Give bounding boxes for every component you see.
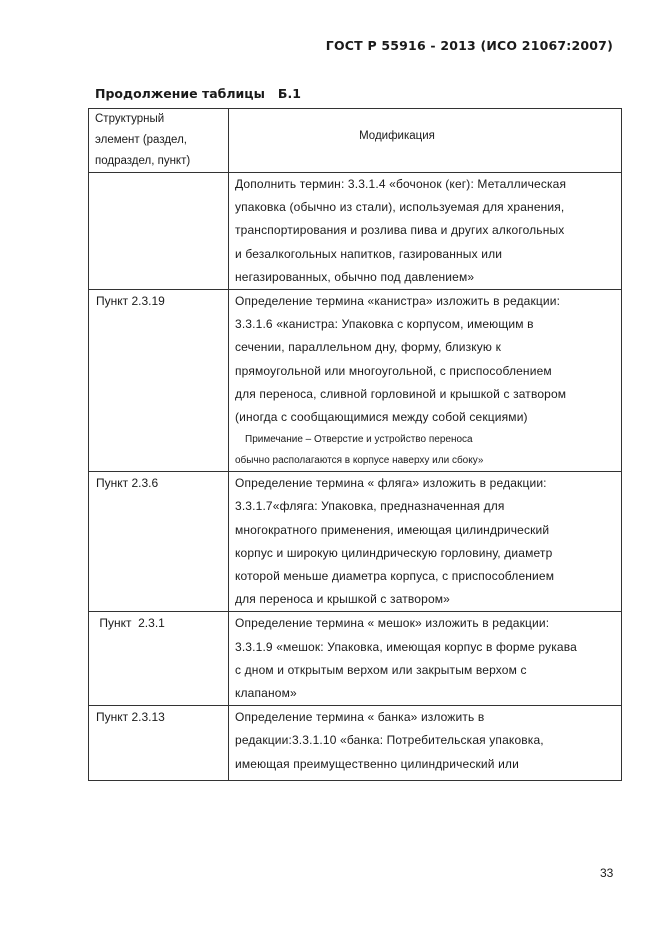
table-row [89,612,622,706]
modification-cell [229,173,622,290]
text-line: 3.3.1.9 «мешок: Упаковка, имеющая корпус в форме рукава [235,639,577,654]
structural-element-cell [89,290,229,472]
column-header-structural-element [89,109,229,173]
text-line: для переноса и крышкой с затвором» [235,592,451,607]
text-line: прямоугольной или многоугольной, с приспособлением [235,363,552,378]
text-line: транспортирования и розлива пива и других алкогольных [235,223,565,238]
table-row [89,290,622,472]
page-number: 33 [600,866,614,880]
table-row [89,706,622,781]
modification-cell [229,706,622,781]
modification-table [88,108,622,781]
structural-element-label: Пункт 2.3.19 [96,294,165,309]
text-line: с дном и открытым верхом или закрытым верхом с [235,662,527,677]
note-line: обычно располагаются в корпусе наверху или сбоку» [235,455,484,467]
header-label: Модификация [359,130,435,142]
text-line: Определение термина « банка» изложить в [235,710,485,725]
modification-cell [229,612,622,706]
text-line: для переноса, сливной горловиной и крышкой с затвором [235,386,567,401]
text-line: корпус и широкую цилиндрическую горловину, диаметр [235,545,553,560]
text-line: Дополнить термин: 3.3.1.4 «бочонок (кег): Металлическая [235,177,567,191]
table-row [89,173,622,290]
structural-element-cell [89,706,229,781]
structural-element-cell [89,472,229,612]
header-line: подраздел, пункт) [95,155,191,167]
text-line: (иногда с сообщающимися между собой секциями) [235,410,528,425]
structural-element-cell [89,173,229,290]
structural-element-cell [89,612,229,706]
text-line: Определение термина «канистра» изложить в редакции: [235,294,561,309]
header-line: Структурный [95,113,165,125]
structural-element-label: Пункт 2.3.13 [96,710,165,725]
modification-cell [229,472,622,612]
text-line: упаковка (обычно из стали), используемая для хранения, [235,200,565,215]
standard-designation: ГОСТ Р 55916 - 2013 (ИСО 21067:2007) [325,38,613,53]
structural-element-label: Пункт 2.3.1 [96,616,165,631]
text-line: Определение термина « фляга» изложить в редакции: [235,476,547,491]
text-line: сечении, параллельном дну, форму, близкую к [235,340,501,355]
text-line: 3.3.1.6 «канистра: Упаковка с корпусом, имеющим в [235,317,534,332]
text-line: и безалкогольных напитков, газированных или [235,246,503,261]
text-line: многократного применения, имеющая цилиндрический [235,522,550,537]
text-line: которой меньше диаметра корпуса, с приспособлением [235,569,555,584]
text-line: редакции:3.3.1.10 «банка: Потребительская упаковка, [235,733,544,748]
table-row [89,472,622,612]
column-header-modification [229,109,622,173]
table-caption: Продолжение таблицы Б.1 [95,86,301,101]
note-line: Примечание – Отверстие и устройство переноса [245,434,473,446]
structural-element-label: Пункт 2.3.6 [96,476,159,491]
text-line: негазированных, обычно под давлением» [235,269,475,284]
header-line: элемент (раздел, [95,134,187,146]
text-line: Определение термина « мешок» изложить в редакции: [235,616,550,631]
modification-cell [229,290,622,472]
table-header-row [89,109,622,173]
text-line: клапаном» [235,686,297,701]
text-line: 3.3.1.7«фляга: Упаковка, предназначенная для [235,499,505,514]
text-line: имеющая преимущественно цилиндрический или [235,756,519,771]
